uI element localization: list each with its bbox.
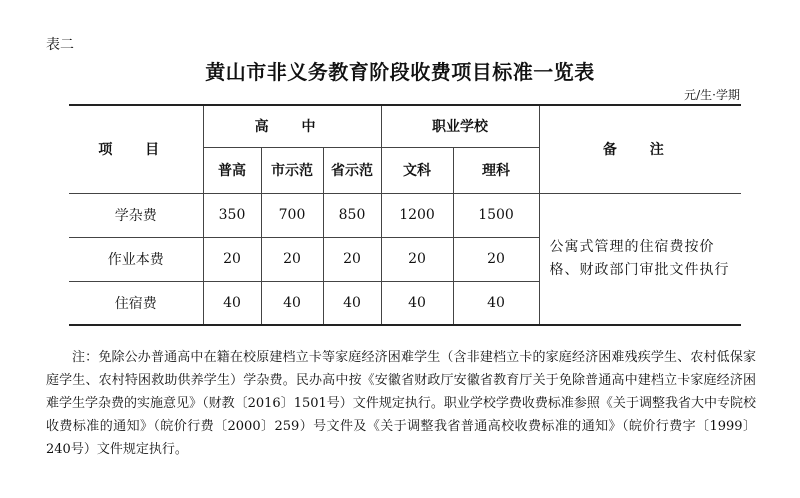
row-name: 学杂费 bbox=[69, 193, 203, 237]
cell-value: 700 bbox=[261, 193, 323, 237]
header-sub: 普高 bbox=[203, 147, 261, 193]
unit-label: 元/生·学期 bbox=[684, 88, 740, 102]
row-name: 作业本费 bbox=[69, 237, 203, 281]
header-sub: 理科 bbox=[453, 147, 539, 193]
fee-table bbox=[69, 104, 741, 326]
header-high-school: 高 中 bbox=[203, 105, 381, 147]
cell-value: 20 bbox=[323, 237, 381, 281]
cell-value: 20 bbox=[261, 237, 323, 281]
cell-value: 20 bbox=[381, 237, 453, 281]
cell-value: 40 bbox=[453, 281, 539, 325]
row-name: 住宿费 bbox=[69, 281, 203, 325]
cell-value: 20 bbox=[203, 237, 261, 281]
cell-value: 20 bbox=[453, 237, 539, 281]
table-label: 表二 bbox=[46, 37, 74, 53]
cell-value: 40 bbox=[381, 281, 453, 325]
remark-text: 公寓式管理的住宿费按价格、财政部门审批文件执行 bbox=[539, 193, 741, 325]
header-sub: 省示范 bbox=[323, 147, 381, 193]
cell-value: 850 bbox=[323, 193, 381, 237]
cell-value: 350 bbox=[203, 193, 261, 237]
cell-value: 40 bbox=[323, 281, 381, 325]
cell-value: 1200 bbox=[381, 193, 453, 237]
cell-value: 40 bbox=[261, 281, 323, 325]
page-title: 黄山市非义务教育阶段收费项目标准一览表 bbox=[205, 60, 595, 84]
header-vocational: 职业学校 bbox=[381, 105, 539, 147]
footnote: 注：免除公办普通高中在籍在校原建档立卡等家庭经济困难学生（含非建档立卡的家庭经济困难残疾学生、农村低保家庭学生、农村特困救助供养学生）学杂费。民办高中按《安徽省财政厅安徽省教育厅关于免除普通高中建档立卡家庭经济困难学生学杂费的实施意见》（财教〔2016〕1501号）文件规定执行。职业学校学费收费标准参照《关于调整我省大中专院校收费标准的通知》（皖价行费〔2000〕259）号文件及《关于调整我省普通高校收费标准的通知》（皖价行费字〔1999〕240号）文件规定执行。 bbox=[46, 350, 756, 457]
table-row bbox=[69, 193, 741, 237]
cell-value: 1500 bbox=[453, 193, 539, 237]
cell-value: 40 bbox=[203, 281, 261, 325]
header-item: 项 目 bbox=[69, 105, 203, 193]
header-sub: 市示范 bbox=[261, 147, 323, 193]
header-remark: 备 注 bbox=[539, 105, 741, 193]
header-sub: 文科 bbox=[381, 147, 453, 193]
